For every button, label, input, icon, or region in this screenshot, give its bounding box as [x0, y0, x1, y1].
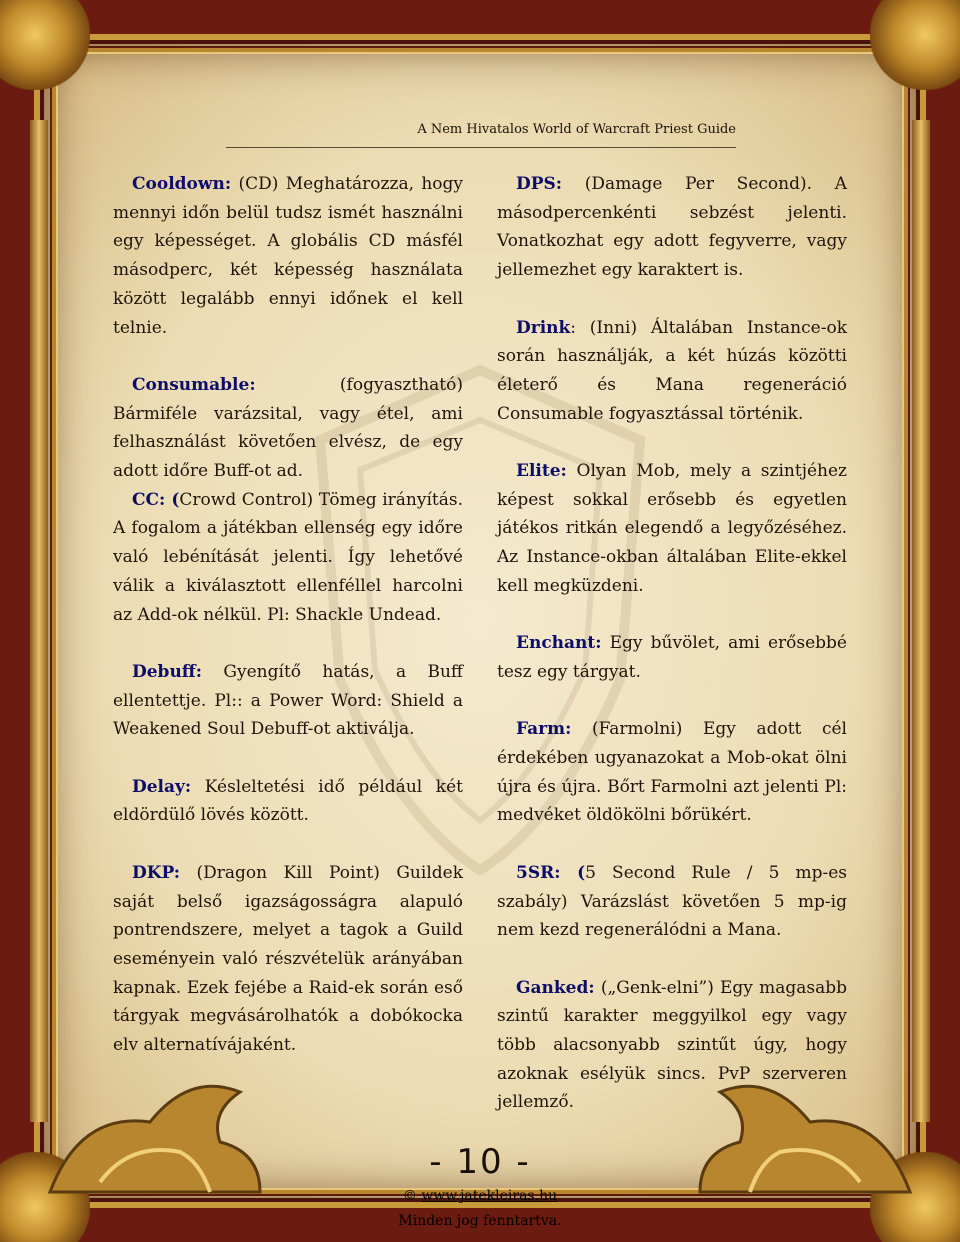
glossary-entry	[497, 715, 847, 830]
glossary-definition: („Genk-elni”) Egy magasabb szintű karakter meggyilkol egy vagy több alacsonyabb szintűt úgy, hogy azoknak esélyük sincs. PvP szerveren jellemző.	[497, 977, 847, 1113]
left-gold-pillar	[30, 120, 48, 1122]
glossary-term: Farm:	[516, 719, 572, 740]
corner-ornament-icon	[0, 0, 90, 90]
glossary-term: Elite:	[516, 461, 567, 481]
glossary-term: Ganked:	[516, 977, 595, 998]
left-column	[113, 170, 463, 1088]
glossary-entry	[497, 859, 847, 945]
glossary-definition: Késleltetési idő például két eldördülő lövés között.	[113, 776, 463, 826]
glossary-definition: : (Inni) Általában Instance-ok során használják, a két húzás közötti életerő és Mana regeneráció Consumable fogyasztással történik.	[497, 317, 847, 424]
glossary-entry	[113, 486, 463, 630]
glossary-term: DPS:	[516, 174, 563, 194]
glossary-definition: Egy bűvölet, ami erősebbé tesz egy tárgyat.	[497, 633, 847, 682]
glossary-entry	[497, 457, 847, 601]
glossary-term: DKP:	[132, 862, 180, 883]
glossary-entry	[497, 974, 847, 1118]
running-header: A Nem Hivatalos World of Warcraft Priest Guide	[226, 122, 736, 148]
corner-ornament-icon	[870, 1152, 960, 1242]
glossary-entry	[113, 658, 463, 744]
glossary-term: Drink	[516, 317, 571, 338]
glossary-term: Delay:	[132, 776, 192, 797]
glossary-definition: (Farmolni) Egy adott cél érdekében ugyanazokat a Mob-okat ölni újra és újra. Bőrt Farmolni azt jelenti Pl: medvéket öldökölni bőrükért.	[497, 719, 847, 826]
glossary-entry	[113, 371, 463, 486]
glossary-entry	[497, 629, 847, 686]
right-gold-pillar	[912, 120, 930, 1122]
glossary-entry	[497, 314, 847, 429]
website-link[interactable]: www.jatekleiras.hu	[421, 1188, 558, 1204]
glossary-entry	[113, 773, 463, 830]
corner-ornament-icon	[0, 1152, 90, 1242]
glossary-definition: (Damage Per Second). A másodpercenkénti sebzést jelenti. Vonatkozhat egy adott fegyverre, vagy jellemezhet egy karaktert is.	[497, 174, 847, 281]
glossary-definition: (Dragon Kill Point) Guildek saját belső igazságosságra alapuló pontrendszere, melyet a tagok a Guild eseményein való részvételük arányában kapnak. Ezek fejébe a Raid-ek során eső tárgyak megvásárolhatók a dobókocka elv alternatívájaként.	[113, 862, 463, 1056]
footer-copyright	[330, 1188, 630, 1204]
glossary-definition: Olyan Mob, mely a szintjéhez képest sokkal erősebb és egyetlen játékos ritkán elegendő a legyőzéséhez. Az Instance-okban általában Elite-ekkel kell megküzdeni.	[497, 461, 847, 596]
glossary-definition: 5 Second Rule / 5 mp-es szabály) Varázslást követően 5 mp-ig nem kezd regenerálódni a Mana.	[497, 862, 847, 941]
glossary-entry	[497, 170, 847, 285]
copyright-symbol: ©	[402, 1188, 417, 1204]
glossary-term: 5SR: (	[516, 862, 586, 883]
glossary-definition: Crowd Control) Tömeg irányítás. A fogalom a játékban ellenség egy időre való lebénítását jelenti. Így lehetővé válik a kiválasztott ellenféllel harcolni az Add-ok nélkül. Pl: Shackle Undead.	[113, 489, 463, 625]
glossary-definition: (fogyasztható) Bármiféle varázsital, vagy étel, ami felhasználást követően elvész, de egy adott időre Buff-ot ad.	[113, 374, 463, 482]
glossary-definition: (CD) Meghatározza, hogy mennyi időn belül tudsz ismét használni egy képességet. A globális CD másfél másodperc, két képesség használata között legalább ennyi időnek el kell telnie.	[113, 174, 463, 338]
right-column	[497, 170, 847, 1146]
glossary-definition: Gyengítő hatás, a Buff ellentettje. Pl:: a Power Word: Shield a Weakened Soul Debuff-ot aktiválja.	[113, 661, 463, 740]
glossary-term: Enchant:	[516, 633, 602, 654]
glossary-term: CC: (	[132, 489, 180, 510]
page-number: - 10 -	[429, 1142, 531, 1182]
glossary-term: Debuff:	[132, 661, 203, 682]
footer-rights: Minden jog fenntartva.	[398, 1213, 562, 1229]
glossary-entry	[113, 170, 463, 342]
corner-ornament-icon	[870, 0, 960, 90]
glossary-term: Consumable:	[132, 374, 256, 395]
glossary-term: Cooldown:	[132, 174, 232, 194]
glossary-entry	[113, 859, 463, 1060]
